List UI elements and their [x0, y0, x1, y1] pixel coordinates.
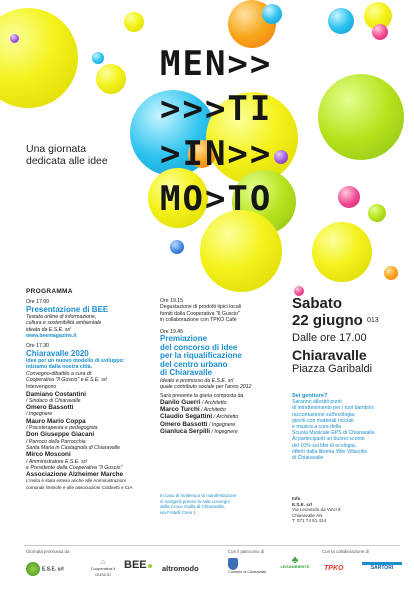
- event-info: [292, 296, 410, 376]
- logo-legambiente: [278, 555, 312, 570]
- jury-label: Sarà presente la giuria composta da: [160, 392, 244, 399]
- tagline: [26, 143, 108, 167]
- logo-tpko-label: TPKO: [324, 565, 344, 572]
- speaker-2-name: Omero Bassotti: [26, 404, 74, 412]
- s2-sub-1: Idee per un nuovo modello di sviluppo:: [26, 358, 125, 365]
- event-town: Chiaravalle: [292, 347, 367, 363]
- s2-desc-2: Cooperativa "Il Guscio" e E.S.E. srl: [26, 376, 107, 383]
- s4-desc-2: quale contributo sociale per l'anno 2012: [160, 384, 252, 391]
- bee-link[interactable]: www.beemagazine.it: [26, 332, 77, 339]
- headline-line-4: MO>TO: [160, 179, 273, 219]
- headline-line-3: >IN>>: [160, 134, 273, 174]
- s4-title-3: per la riqualificazione: [160, 351, 242, 361]
- bubble-yellow-topleft: [0, 8, 78, 108]
- jury-3: [160, 413, 288, 420]
- speaker-5-role-1: / Amministratore E.S.E. srl: [26, 458, 87, 465]
- cigno-icon: ♣: [291, 555, 299, 566]
- logo-comune-label: Comune di Chiaravalle: [228, 570, 267, 574]
- weather-note-1: In caso di maltempo la manifestazione: [160, 493, 237, 498]
- speaker-4-role: / Parroco della Parrocchia: [26, 438, 86, 445]
- logo-legambiente-label: LEGAMBIENTE: [280, 564, 310, 569]
- kids-text-2: di intrattenimento per i tuoi bambini:: [292, 405, 375, 412]
- s3-time: Ore 19.15: [160, 298, 184, 304]
- weather-note-2: si svolgerà presso la sala convegni: [160, 498, 230, 504]
- ese-logo-icon: [26, 562, 40, 576]
- jury-4-role: / Ingegnere: [209, 421, 236, 428]
- jury-5-role: / Ingegnere: [211, 429, 238, 436]
- jury-1-role: / Architetto: [201, 399, 227, 406]
- middle-column: [160, 298, 288, 435]
- weather-note: [160, 493, 280, 515]
- bubble-purple-small: [10, 34, 19, 43]
- speaker-3-name: Mauro Mario Coppa: [26, 417, 86, 425]
- s2-time: Ore 17.30: [26, 343, 50, 350]
- s4-title-1: Premiazione: [160, 334, 208, 344]
- bubble-pink-right: [372, 24, 388, 40]
- kids-text-1: Saranno allestiti punti: [292, 399, 342, 406]
- s2-title: Chiaravalle 2020: [26, 348, 89, 358]
- s1-desc-2: cultura e sostenibilità ambientale: [26, 320, 102, 327]
- logo-altromodo: [162, 566, 199, 572]
- speaker-5-role-2: e Presidente della Cooperativa "Il Guscio": [26, 464, 123, 471]
- speaker-1-role: / Sindaco di Chiaravalle: [26, 397, 81, 404]
- headline-line-1: MEN>>: [160, 44, 273, 84]
- logo-tpko: [324, 566, 343, 572]
- event-date-line: [292, 312, 410, 329]
- kids-text-6: Scuola Musicale EPS di Chiaravalle.: [292, 430, 376, 437]
- speaker-3-role: / Psicoterapeuta e pedagogista: [26, 425, 98, 432]
- bubble-yellow-small: [124, 12, 144, 32]
- logo-sartori: [362, 562, 402, 571]
- bubble-yellow-bottom-big: [200, 210, 282, 292]
- info-line-1: E.S.E. srl: [292, 501, 312, 507]
- coat-of-arms-icon: [228, 558, 238, 570]
- info-line-3: Chiaravalle AN: [292, 512, 323, 518]
- bubble-yellow-bottom-right: [312, 222, 372, 282]
- footer-promoted-label: Giornata promossa da: [26, 549, 70, 554]
- s3-desc-3: in collaborazione con TPKO Cafè: [160, 316, 237, 323]
- bubble-blue-small: [170, 240, 184, 254]
- kids-title: Sei genitore?: [292, 393, 328, 399]
- info-block: [292, 496, 402, 524]
- program-heading: PROGRAMMA: [26, 288, 73, 295]
- jury-4: [160, 421, 288, 428]
- logo-altromodo-label: altromodo: [162, 564, 199, 573]
- kids-section: [292, 393, 410, 461]
- speaker-2-role: / Ingegnere: [26, 411, 53, 418]
- s4-title-5: di Chiaravalle: [160, 368, 213, 378]
- s4-time: Ore 19.45: [160, 329, 184, 336]
- bubble-yellow-medium: [96, 64, 126, 94]
- s1-time: Ore 17.00: [26, 299, 50, 306]
- jury-5-name: Gianluca Serpilli: [160, 428, 211, 436]
- event-hour: Dalle ore 17.00: [292, 332, 367, 344]
- kids-text-3: raccontastorie sull'ecologia,: [292, 411, 356, 418]
- invite-2: comunali limitrofe e alle associazioni Coldiretti e CIA: [26, 484, 133, 490]
- jury-1-name: Danilo Guerri: [160, 398, 201, 406]
- tagline-line-2: dedicata alle idee: [26, 155, 108, 167]
- logo-guscio-label: Cooperativa il GUSCIO: [90, 566, 116, 577]
- s1-desc-3: ideata da E.S.E. srl: [26, 326, 71, 333]
- kids-text-5: e musica a cura della: [292, 424, 342, 431]
- jury-5: [160, 428, 288, 435]
- event-day: Sabato: [292, 295, 343, 312]
- logo-guscio: ⌂ Cooperativa il GUSCIO: [86, 560, 120, 578]
- jury-4-name: Omero Bassotti: [160, 420, 208, 428]
- s3-desc-2: forniti dalla Cooperativa "Il Guscio": [160, 310, 240, 317]
- kids-text-7: Ai partecipanti un buono sconto: [292, 436, 365, 443]
- kids-text-8: del 10% sui libri di ecologia,: [292, 442, 357, 449]
- footer-divider: [24, 545, 400, 546]
- jury-2-role: / Architetto: [201, 407, 226, 414]
- bubble-orange-small: [384, 266, 398, 280]
- s4-desc-1: Ideato e promosso da E.S.E. srl: [160, 377, 234, 384]
- kids-text-4: giochi con materiali riciclati: [292, 417, 354, 424]
- headline-line-2: >>>TI: [160, 89, 273, 129]
- jury-3-name: Claudio Segattini: [160, 413, 213, 421]
- speakers-label: Intervengono: [26, 384, 57, 391]
- invite-1: L'invito è stato esteso anche alle Amministrazioni: [26, 478, 126, 484]
- event-year: 013: [367, 317, 379, 324]
- logo-bee-label: BEE: [124, 559, 147, 571]
- speaker-1-name: Damiano Costantini: [26, 390, 87, 398]
- bubble-cyan-top: [262, 4, 282, 24]
- jury-1: [160, 399, 288, 406]
- weather-note-4: via Fratelli Cervi 1: [160, 509, 197, 515]
- logo-sartori-label: SARTORI: [370, 565, 394, 571]
- tagline-line-1: Una giornata: [26, 143, 87, 155]
- parish-line: Santa Maria in Castagnola di Chiaravalle: [26, 444, 121, 451]
- footer-collab-label: Con la collaborazione di: [322, 549, 369, 554]
- info-line-4: T. 071 74 51 414: [292, 518, 327, 524]
- speaker-4-name: Don Giuseppe Giacani: [26, 431, 95, 439]
- kids-text-9: offerti dalla libreria Ville Villacolle: [292, 448, 368, 455]
- event-date: 22 giugno: [292, 312, 363, 329]
- logo-comune: [228, 558, 268, 575]
- jury-2: [160, 406, 288, 413]
- logo-ese-label: E.S.E. srl: [42, 566, 64, 573]
- weather-note-3: della Croce Gialla di Chiaravalle,: [160, 504, 226, 509]
- bubble-cyan-small: [92, 52, 104, 64]
- logo-bee: [124, 559, 152, 571]
- s2-desc-1: Convegno-dibattito a cura di:: [26, 370, 93, 377]
- headline: [160, 42, 410, 222]
- jury-2-name: Marco Turchi: [160, 406, 200, 414]
- s1-desc-1: Testata online di informazione,: [26, 314, 97, 321]
- info-line-2: Via Leonardo da Vinci 8: [292, 507, 341, 513]
- footer-patronage-label: Con il patrocinio di: [228, 549, 265, 554]
- logo-ese: [26, 562, 84, 576]
- s1-title: Presentazione di BEE: [26, 304, 109, 314]
- s2-sub-2: iniziamo dalla nostra città.: [26, 364, 93, 371]
- speaker-5-name: Mirco Mosconi: [26, 451, 71, 459]
- bubble-cyan-right: [328, 8, 354, 34]
- s4-title-2: del concorso di idee: [160, 342, 238, 352]
- s4-title-4: del centro urbano: [160, 359, 228, 369]
- jury-3-role: / Architetto: [213, 414, 239, 421]
- info-label: Info: [292, 496, 301, 501]
- kids-text-10: di Chiaravalle: [292, 455, 324, 462]
- program-column: [26, 289, 158, 491]
- event-place: Piazza Garibaldi: [292, 363, 373, 375]
- association-name: Associazione Alzheimer Marche: [26, 471, 124, 479]
- s3-desc-1: Degustazione di prodotti tipici locali: [160, 304, 242, 311]
